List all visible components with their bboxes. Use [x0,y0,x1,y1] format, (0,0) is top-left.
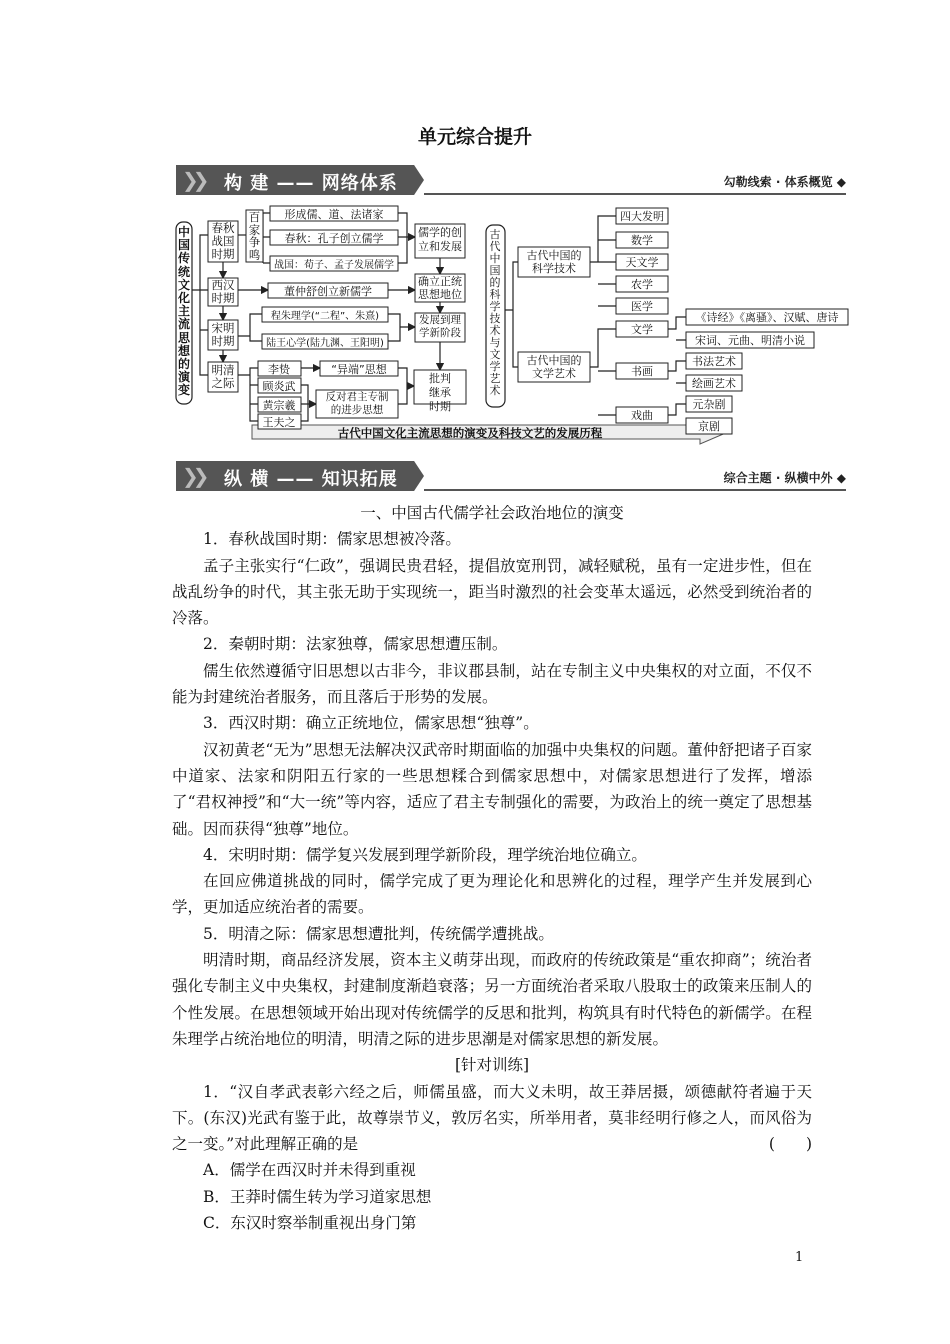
item-guyanwu: 顾炎武 [262,380,296,393]
sci-label: 古代中国的科学技术 [526,249,582,275]
art-literature: 文学 [631,323,653,336]
section-banner-network [176,165,846,195]
item-huangzongxi: 黄宗羲 [262,399,296,412]
lit-item-poetry: 《诗经》《离骚》、汉赋、唐诗 [695,311,839,324]
stage-orthodox: 确立正统思想地位 [418,275,462,301]
item-dongzhongshu: 董仲舒创立新儒学 [284,285,372,298]
banner-line [424,489,846,491]
lit-item-ci: 宋词、元曲、明清小说 [695,334,805,347]
answer-blank[interactable]: ( ) [768,1135,812,1154]
question: 1．“汉自孝武表彰六经之后，师儒虽盛，而大义未明，故王莽居摄，颂德献符者遍于天下。(东汉)光武有鉴于此，故尊崇节义，敦厉名实，所举用者，莫非经明行修之人，而风俗为之一变。”对此理解正确的是 ( ) [172,1079,812,1158]
paragraph-1: 1．春秋战国时期：儒家思想被冷落。 [203,530,461,549]
chevron-icon: ❯❯ [182,464,204,488]
banner-line [424,193,846,195]
section-banner-knowledge [176,461,846,491]
baijia-label: 百家争鸣 [248,210,261,262]
stage-critical: 批判继承时期 [429,372,451,413]
paragraph-9: 5．明清之际：儒家思想遭批判，传统儒学遭挑战。 [203,924,554,943]
item-wangfuzhi: 王夫之 [262,416,296,429]
sci-agriculture: 农学 [631,278,653,291]
period-mingqing: 明清之际 [211,363,235,390]
item-mencius: 战国：荀子、孟子发展儒学 [274,260,394,271]
option-b[interactable]: B．王莽时儒生转为学习道家思想 [203,1187,432,1206]
item-progressive: 反对君主专制的进步思想 [325,391,389,416]
art-label: 古代中国的文学艺术 [526,354,582,380]
item-confucius: 春秋：孔子创立儒学 [284,232,384,245]
item-heresy: “异端”思想 [331,363,387,376]
item-chengzhu: 程朱理学(“二程”、朱熹) [270,311,380,322]
diamond-icon: ◆ [836,175,846,189]
sci-astronomy: 天文学 [625,256,659,269]
banner-subtitle: 勾勒线索 · 体系概览 ◆ [723,175,846,189]
diamond-icon: ◆ [836,471,846,485]
section-heading: 一、中国古代儒学社会政治地位的演变 [360,504,624,522]
opera-item-jingju: 京剧 [698,420,720,433]
paint-item-painting: 绘画艺术 [692,377,736,390]
stage-creation: 儒学的创立和发展 [418,226,462,253]
page-number: 1 [795,1250,804,1265]
page-title: 单元综合提升 [417,126,532,148]
item-schools: 形成儒、道、法诸家 [284,208,384,221]
art-opera: 戏曲 [631,409,653,422]
period-chunqiu: 春秋战国时期 [211,221,235,261]
paragraph-2: 孟子主张实行“仁政”，强调民贵君轻，提倡放宽刑罚，减轻赋税，虽有一定进步性，但在战乱纷争的时代，其主张无助于实现统一，距当时激烈的社会变革太遥远，必然受到统治者的冷落。 [172,556,812,628]
paragraph-6: 汉初黄老“无为”思想无法解决汉武帝时期面临的加强中央集权的问题。董仲舒把诸子百家中道家、法家和阴阳五行家的一些思想糅合到儒家思想中，对儒家思想进行了发挥，增添了“君权神授”和“大一统”等内容，适应了君主专制强化的需要，为政治上的统一奠定了思想基础。因而获得“独尊”地位。 [172,740,812,838]
sci-math: 数学 [631,234,653,247]
paint-item-calligraphy: 书法艺术 [692,355,736,368]
sci-medicine: 医学 [631,300,653,313]
paragraph-3: 2．秦朝时期：法家独尊，儒家思想遭压制。 [203,635,508,654]
right-main-label: 古代中国的科学技术与文学艺术 [489,228,501,397]
paragraph-4: 儒生依然遵循守旧思想以古非今，非议郡县制，站在专制主义中央集权的对立面，不仅不能为封建统治者服务，而且落后于形势的发展。 [172,661,812,707]
chevron-icon: ❯❯ [182,168,204,192]
period-songming: 宋明时期 [211,321,235,348]
paragraph-5: 3．西汉时期：确立正统地位，儒家思想“独尊”。 [203,714,539,733]
opera-item-zaju: 元杂剧 [692,398,726,411]
item-lizhi: 李贽 [268,363,290,376]
practice-title: [针对训练] [454,1056,530,1075]
banner-subtitle: 综合主题 · 纵横中外 ◆ [723,471,846,485]
sci-four-inventions: 四大发明 [620,210,664,223]
stage-lixue: 发展到理学新阶段 [419,314,461,339]
diagram-caption: 古代中国文化主流思想的演变及科技文艺的发展历程 [337,426,603,440]
paragraph-7: 4．宋明时期：儒学复兴发展到理学新阶段，理学统治地位确立。 [203,845,647,864]
art-painting: 书画 [631,365,653,378]
period-xihan: 西汉时期 [211,278,235,305]
banner-label: 构 建 —— 网络体系 [224,173,398,194]
left-main-label: 中国传统文化主流思想的演变 [178,225,191,398]
item-luwang: 陆王心学(陆九渊、王阳明) [266,338,384,349]
option-a[interactable]: A．儒学在西汉时并未得到重视 [203,1161,416,1180]
option-c[interactable]: C．东汉时察举制重视出身门第 [203,1214,417,1233]
body-text [172,500,812,1236]
paragraph-10: 明清时期，商品经济发展，资本主义萌芽出现，而政府的传统政策是“重农抑商”；统治者强化专制主义中央集权，封建制度渐趋衰落；另一方面统治者采取八股取士的政策来压制人的个性发展。在思想领域开始出现对传统儒学的反思和批判，构筑具有时代特色的新儒学。在程朱理学占统治地位的明清，明清之际的进步思潮是对儒家思想的新发展。 [172,951,812,1048]
paragraph-8: 在回应佛道挑战的同时，儒学完成了更为理论化和思辨化的过程，理学产生并发展到心学，更加适应统治者的需要。 [172,872,812,917]
banner-label: 纵 横 —— 知识拓展 [224,469,398,490]
